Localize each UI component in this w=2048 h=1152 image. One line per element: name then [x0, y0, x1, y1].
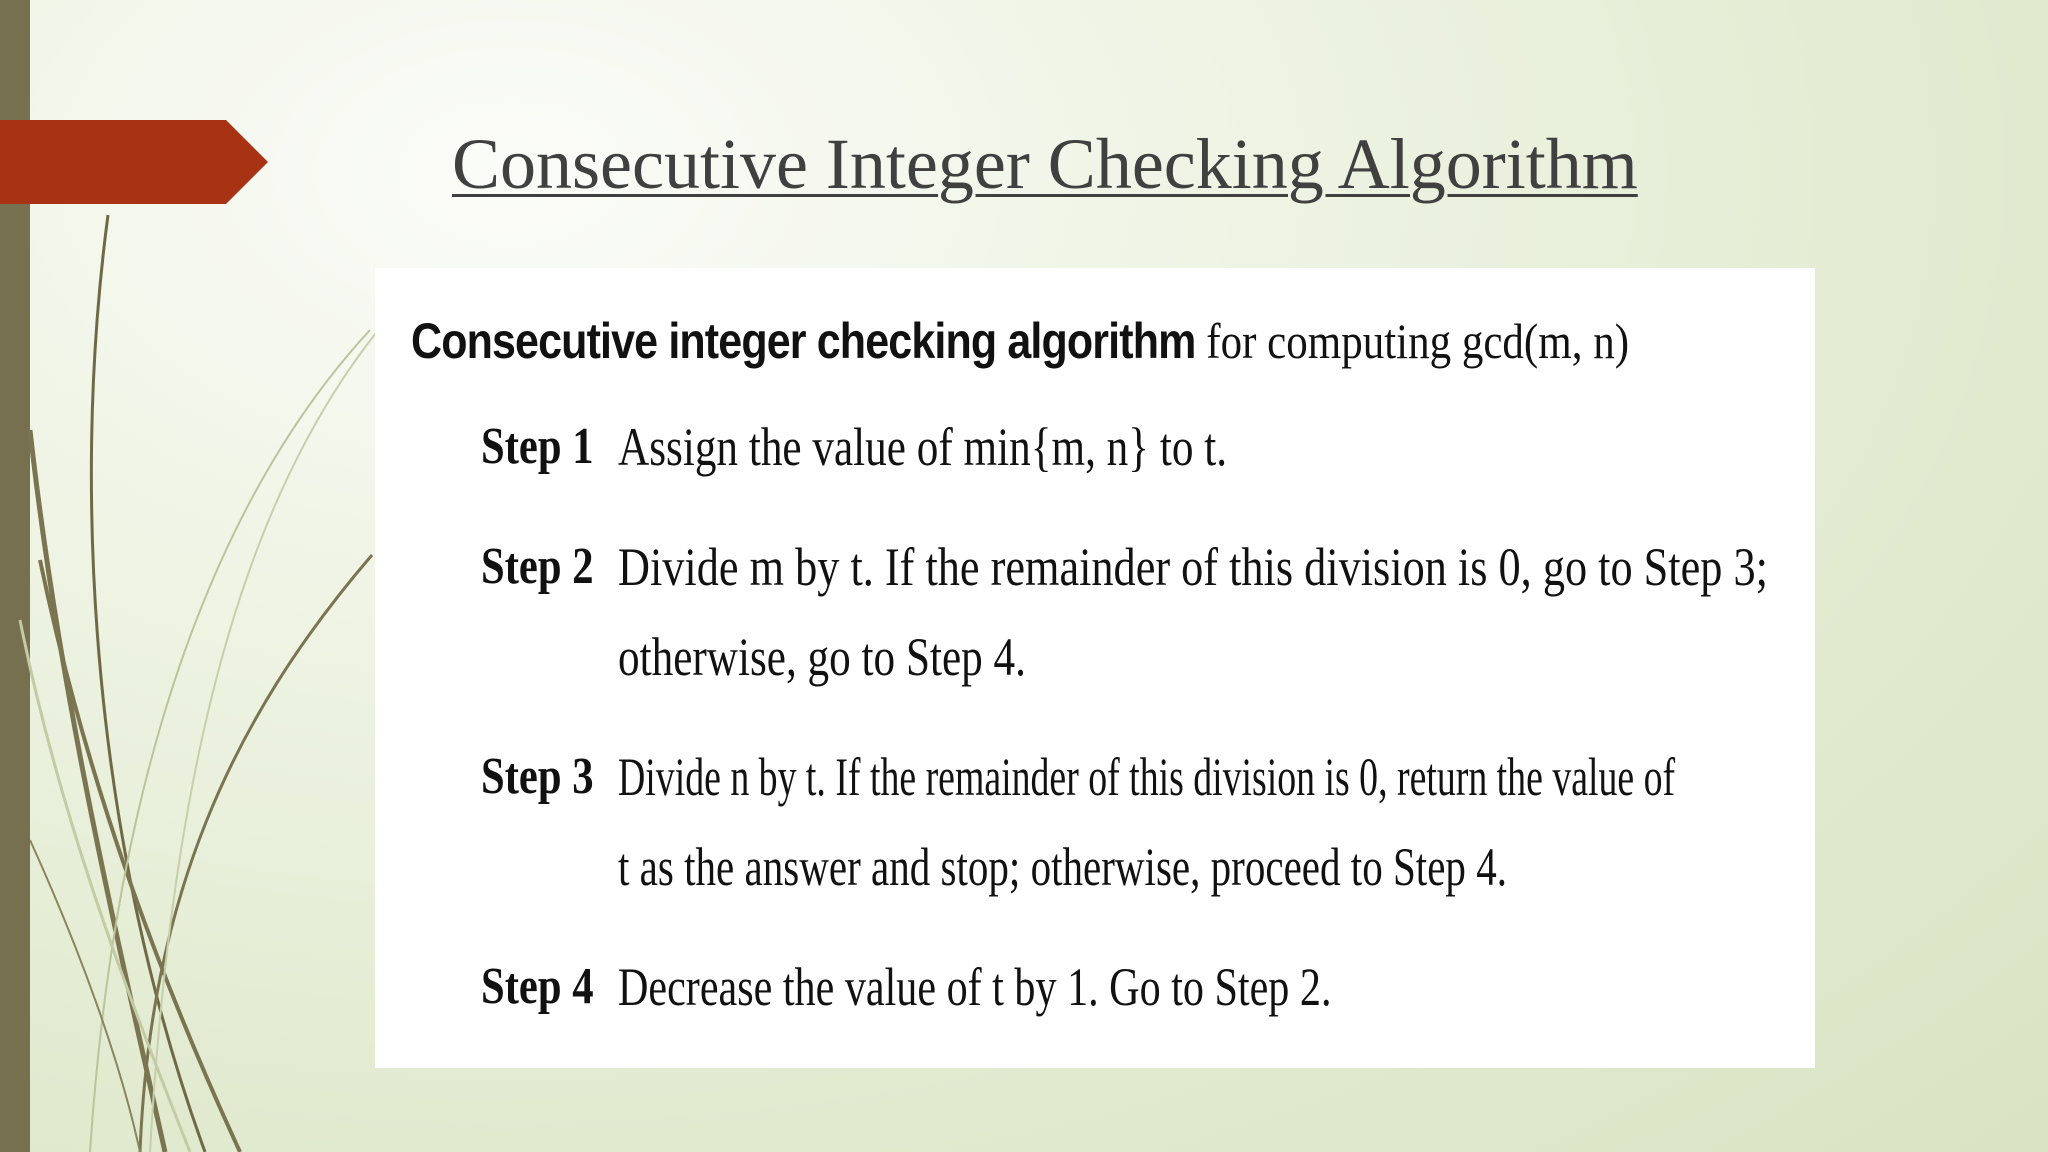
step-label: Step 2: [481, 538, 594, 595]
slide-title: Consecutive Integer Checking Algorithm: [452, 124, 1638, 204]
step-label: Step 3: [481, 748, 594, 805]
algorithm-heading: [411, 308, 1630, 374]
step-text-line: Divide m by t. If the remainder of this division is 0, go to Step 3;: [618, 537, 1769, 597]
algorithm-heading-rest: for computing gcd(m, n): [1195, 313, 1630, 369]
step-label: Step 4: [481, 958, 594, 1015]
step-text-line: otherwise, go to Step 4.: [618, 627, 1027, 687]
step-text-line: Decrease the value of t by 1. Go to Step 2.: [618, 957, 1332, 1017]
algorithm-heading-bold: Consecutive integer checking algorithm: [411, 313, 1196, 369]
step-2: [481, 522, 1779, 702]
algorithm-image-panel: [375, 268, 1815, 1068]
title-accent-arrow: [0, 120, 268, 204]
step-3: [481, 732, 1779, 912]
step-label: Step 1: [481, 418, 594, 475]
algorithm-steps: [481, 402, 1779, 1032]
step-1: [481, 402, 1779, 492]
step-text-line: Divide n by t. If the remainder of this division is 0, return the value of: [618, 747, 1676, 807]
step-4: [481, 942, 1779, 1032]
step-text-line: t as the answer and stop; otherwise, proceed to Step 4.: [618, 837, 1508, 897]
step-text-line: Assign the value of min{m, n} to t.: [618, 417, 1228, 477]
